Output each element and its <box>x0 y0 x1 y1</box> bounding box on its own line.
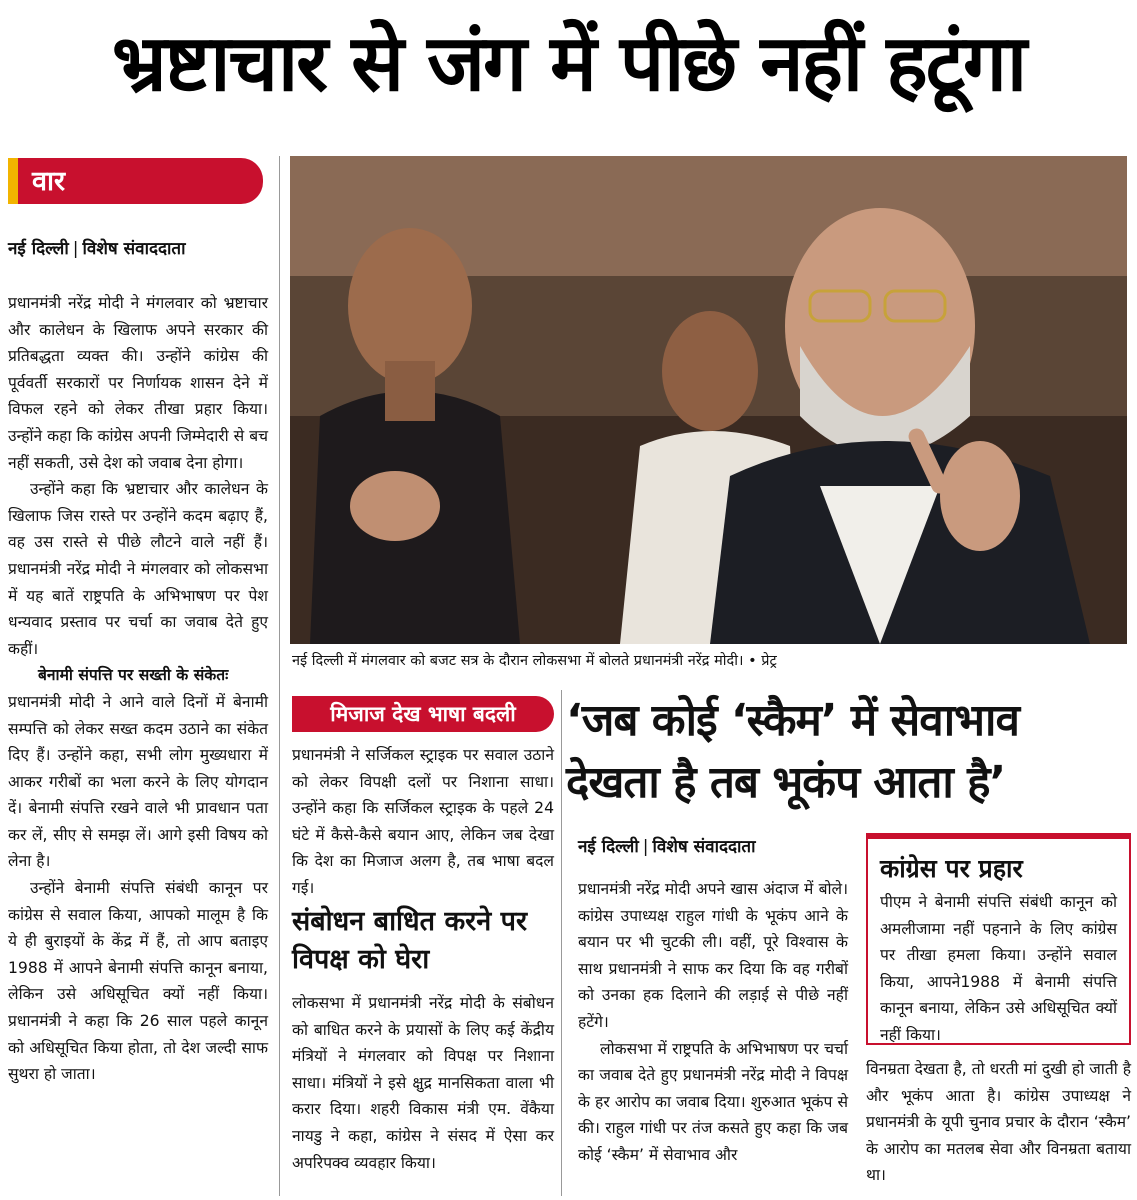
mijaz-article <box>292 742 554 902</box>
photo-caption: नई दिल्ली में मंगलवार को बजट सत्र के दौरान लोकसभा में बोलते प्रधानमंत्री नरेंद्र मोदी। • प्रेट्र <box>292 653 777 669</box>
box-text: पीएम ने बेनामी संपत्ति संबंधी कानून को अमलीजामा नहीं पहनाने के लिए कांग्रेस पर तीखा हमला किया। उन्होंने सवाल किया, आपने1988 में बेनामी संपत्ति कानून बनाया, लेकिन उसे अधिसूचित क्यों नहीं किया। <box>880 893 1117 1044</box>
main-headline: भ्रष्टाचार से जंग में पीछे नहीं हटूंगा <box>111 19 1026 109</box>
left-article <box>8 290 268 1088</box>
news-photo <box>290 156 1127 644</box>
sub-headline: संबोधन बाधित करने पर विपक्ष को घेरा <box>292 906 527 975</box>
mid-para-1: प्रधानमंत्री नरेंद्र मोदी अपने खास अंदाज में बोले। कांग्रेस उपाध्यक्ष राहुल गांधी के भूकंप आने के बयान पर भी चुटकी ली। वहीं, पूरे विश्वास के साथ प्रधानमंत्री ने साफ कर दिया कि वह गरीबों को उनका हक दिलाने की लड़ाई से पीछे नहीं हटेंगे। <box>578 880 848 1031</box>
section-tag-war: वार <box>8 158 263 204</box>
byline-reporter: विशेष संवाददाता <box>652 837 756 857</box>
quote-headline: ‘जब कोई ‘स्कैम’ में सेवाभाव देखता है तब भूकंप आता है’ <box>566 695 1019 808</box>
column-divider-2 <box>561 690 562 1196</box>
mid-article <box>578 876 848 1169</box>
sub-text: लोकसभा में प्रधानमंत्री नरेंद्र मोदी के संबोधन को बाधित करने के प्रयासों के लिए कई केंद्रीय मंत्रियों ने मंगलवार को विपक्ष पर निशाना साधा। मंत्रियों ने इसे क्षुद्र मानसिकता वाला भी करार दिया। शहरी विकास मंत्री एम. वेंकैया नायडु ने कहा, कांग्रेस ने संसद में ऐसा कर अपरिपक्व व्यवहार किया। <box>292 994 554 1172</box>
right-article <box>866 1056 1131 1189</box>
section-tag-mijaz: मिजाज देख भाषा बदली <box>292 696 554 732</box>
byline-place: नई दिल्ली <box>8 239 69 259</box>
left-para-2: उन्होंने कहा कि भ्रष्टाचार और कालेधन के खिलाफ जिस रास्ते पर उन्होंने कदम बढ़ाए हैं, वह उस रास्ते से पीछे लौटने वाले नहीं हैं। प्रधानमंत्री नरेंद्र मोदी ने मंगलवार को लोकसभा में यह बातें राष्ट्रपति के अभिभाषण पर पेश धन्यवाद प्रस्ताव पर चर्चा का जवाब देते हुए कहीं। <box>8 480 268 658</box>
left-para-4: उन्होंने बेनामी संपत्ति संबंधी कानून पर कांग्रेस से सवाल किया, आपको मालूम है कि ये ही बुराइयों के केंद्र में हैं, तो आप बताइए 1988 में आपने बेनामी संपत्ति कानून बनाया, लेकिन उसे अधिसूचित क्यों नहीं किया। प्रधानमंत्री ने कहा कि 26 साल पहले कानून को अधिसूचित किया होता, तो देश जल्दी साफ सुथरा हो जाता। <box>8 879 268 1084</box>
right-bottom-text: विनम्रता देखता है, तो धरती मां दुखी हो जाती है और भूकंप आता है। कांग्रेस उपाध्यक्ष ने प्रधानमंत्री के यूपी चुनाव प्रचार के दौरान ‘स्कैम’ के आरोप का मतलब सेवा और विनम्रता बताया था। <box>866 1060 1131 1185</box>
sub-article <box>292 990 554 1176</box>
left-subhead: बेनामी संपत्ति पर सख्ती के संकेतः <box>38 666 229 685</box>
mijaz-text: प्रधानमंत्री ने सर्जिकल स्ट्राइक पर सवाल उठाने को लेकर विपक्षी दलों पर निशाना साधा। उन्होंने कहा कि सर्जिकल स्ट्राइक के पहले 24 घंटे में कैसे-कैसे बयान आए, लेकिन जब देखा कि देश का मिजाज अलग है, तब भाषा बदल गई। <box>292 746 554 897</box>
left-para-1: प्रधानमंत्री नरेंद्र मोदी ने मंगलवार को भ्रष्टाचार और कालेधन के खिलाफ अपने सरकार की प्रतिबद्धता व्यक्त की। उन्होंने कांग्रेस की पूर्ववर्ती सरकारों पर निर्णायक शासन देने में विफल रहने को लेकर तीखा प्रहार किया। उन्होंने कहा कि कांग्रेस अपनी जिम्मेदारी से बच नहीं सकती, उसे देश को जवाब देना होगा। <box>8 294 268 472</box>
mid-para-2: लोकसभा में राष्ट्रपति के अभिभाषण पर चर्चा का जवाब देते हुए प्रधानमंत्री नरेंद्र मोदी ने विपक्ष के हर आरोप का जवाब दिया। शुरुआत भूकंप से की। राहुल गांधी पर तंज कसते हुए कहा कि जब कोई ‘स्कैम’ में सेवाभाव और <box>578 1039 848 1164</box>
photo-illustration <box>290 156 1127 644</box>
left-byline: नई दिल्ली | विशेष संवाददाता <box>8 239 186 259</box>
sidebar-box <box>866 833 1131 1045</box>
mid-byline: नई दिल्ली | विशेष संवाददाता <box>578 837 756 857</box>
column-divider <box>279 156 280 1196</box>
byline-reporter: विशेष संवाददाता <box>82 239 186 259</box>
left-para-3: प्रधानमंत्री मोदी ने आने वाले दिनों में बेनामी सम्पत्ति को लेकर सख्त कदम उठाने का संकेत दिए हैं। उन्होंने कहा, सभी लोग मुख्यधारा में आकर गरीबों का भला करने के लिए योगदान दें। बेनामी संपत्ति रखने वाले भी प्रावधान पता कर लें, सीए से समझ लें। आगे इसी विषय को लेना है। <box>8 692 268 871</box>
byline-place: नई दिल्ली <box>578 837 639 857</box>
box-title: कांग्रेस पर प्रहार <box>880 854 1023 883</box>
